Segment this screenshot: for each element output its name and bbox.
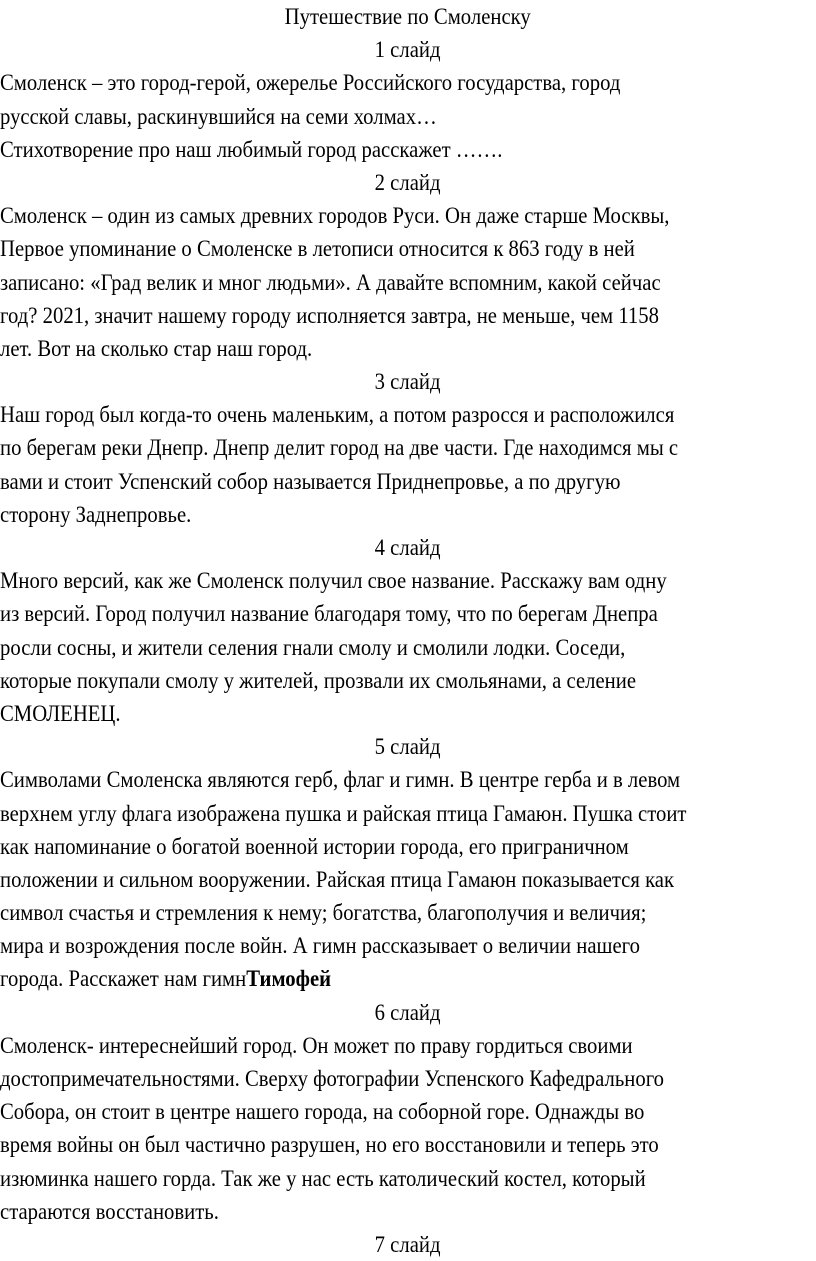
paragraph-line <box>0 863 816 896</box>
paragraph-line-text: Символами Смоленска являются герб, флаг и гимн. В центре герба и в левом <box>0 767 681 793</box>
paragraph-line-text: Смоленск- интереснейший город. Он может по праву гордиться своими <box>0 1032 633 1058</box>
paragraph-line <box>0 564 816 597</box>
paragraph-line <box>0 830 816 863</box>
paragraph-line-text: русской славы, раскинувшийся на семи холмах… <box>0 103 437 129</box>
paragraph-line <box>0 797 816 830</box>
paragraph-line-text: положении и сильном вооружении. Райская птица Гамаюн показывается как <box>0 866 675 892</box>
paragraph-line-text: по берегам реки Днепр. Днепр делит город на две части. Где находимся мы с <box>0 435 679 461</box>
paragraph-line <box>0 66 816 99</box>
paragraph-line-text: Собора, он стоит в центре нашего города, на соборной горе. Однажды во <box>0 1099 645 1125</box>
paragraph-line-text: стараются восстановить. <box>0 1198 219 1224</box>
paragraph-line <box>0 1162 816 1195</box>
bold-name: Тимофей <box>246 966 332 992</box>
paragraph-line <box>0 664 816 697</box>
paragraph-line <box>0 266 816 299</box>
paragraph-line-text: как напоминание о богатой военной истории города, его приграничном <box>0 833 629 859</box>
paragraph-line <box>0 199 816 232</box>
paragraph-line-text: сторону Заднепровье. <box>0 501 192 527</box>
paragraph-line <box>0 498 816 531</box>
paragraph-line <box>0 1128 816 1161</box>
paragraph-line-text: из версий. Город получил название благодаря тому, что по берегам Днепра <box>0 601 658 627</box>
paragraph-line <box>0 1062 816 1095</box>
paragraph-line-text: достопримечательностями. Сверху фотографии Успенского Кафедрального <box>0 1066 665 1091</box>
paragraph-line-text: время войны он был частично разрушен, но его восстановили и теперь это <box>0 1132 659 1158</box>
slide-heading <box>0 365 816 398</box>
paragraph-line-text: Наш город был когда-то очень маленьким, а потом разросся и расположился <box>0 402 675 428</box>
paragraph-line <box>0 1029 816 1062</box>
paragraph-line <box>0 133 816 166</box>
paragraph-line <box>0 232 816 265</box>
slide-heading-text: 2 слайд <box>375 169 441 195</box>
document-title <box>0 0 816 33</box>
slide-heading-text: 4 слайд <box>375 535 441 560</box>
paragraph-line <box>0 332 816 365</box>
paragraph-line-text: верхнем углу флага изображена пушка и райская птица Гамаюн. Пушка стоит <box>0 800 687 826</box>
paragraph-line-text: записано: «Град велик и мног людьми». А давайте вспомним, какой сейчас <box>0 269 661 295</box>
slide-heading-text: 7 слайд <box>375 1231 441 1257</box>
slide-heading-text: 5 слайд <box>375 734 441 760</box>
slide-heading <box>0 730 816 763</box>
paragraph-line-text: мира и возрождения после войн. А гимн рассказывает о величии нашего <box>0 933 640 959</box>
paragraph-line-text: лет. Вот на сколько стар наш город. <box>0 335 313 361</box>
paragraph-line-text: которые покупали смолу у жителей, прозвали их смольянами, а селение <box>0 667 637 693</box>
slide-heading <box>0 996 816 1029</box>
paragraph-line <box>0 431 816 464</box>
slide-heading-text: 6 слайд <box>375 999 441 1025</box>
paragraph-line-text: Смоленск – это город-герой, ожерелье Российского государства, город <box>0 70 621 96</box>
paragraph-line <box>0 697 816 730</box>
paragraph-line-text: росли сосны, и жители селения гнали смолу и смолили лодки. Соседи, <box>0 634 626 660</box>
slide-heading <box>0 33 816 66</box>
paragraph-line <box>0 299 816 332</box>
paragraph-line <box>0 1195 816 1228</box>
paragraph-line-text: СМОЛЕНЕЦ. <box>0 700 121 726</box>
paragraph-line <box>0 929 816 962</box>
paragraph-line <box>0 1095 816 1128</box>
paragraph-line-text: города. Расскажет нам гимн <box>0 966 247 992</box>
slide-heading <box>0 1228 816 1261</box>
paragraph-line <box>0 398 816 431</box>
paragraph-line-text: Много версий, как же Смоленск получил свое название. Расскажу вам одну <box>0 568 667 594</box>
slide-heading <box>0 166 816 199</box>
paragraph-line-text: год? 2021, значит нашему городу исполняется завтра, не меньше, чем 1158 <box>0 302 659 328</box>
paragraph-line <box>0 763 816 796</box>
paragraph-line-text: Стихотворение про наш любимый город расскажет ……. <box>0 136 503 162</box>
paragraph-line-text: вами и стоит Успенский собор называется Приднепровье, а по другую <box>0 468 621 494</box>
paragraph-line-text: изюминка нашего горда. Так же у нас есть католический костел, который <box>0 1165 646 1191</box>
slide-heading-text: 1 слайд <box>375 37 441 63</box>
paragraph-line <box>0 100 816 133</box>
slide-heading <box>0 531 816 564</box>
paragraph-line-text: Первое упоминание о Смоленске в летописи относится к 863 году в ней <box>0 236 635 262</box>
paragraph-line <box>0 962 816 995</box>
paragraph-line <box>0 631 816 664</box>
paragraph-line-text: Смоленск – один из самых древних городов Руси. Он даже старше Москвы, <box>0 203 670 229</box>
title-text: Путешествие по Смоленску <box>284 4 532 29</box>
paragraph-line <box>0 597 816 630</box>
paragraph-line <box>0 896 816 929</box>
paragraph-line <box>0 465 816 498</box>
slide-heading-text: 3 слайд <box>375 369 441 395</box>
paragraph-line-text: символ счастья и стремления к нему; богатства, благополучия и величия; <box>0 900 647 926</box>
